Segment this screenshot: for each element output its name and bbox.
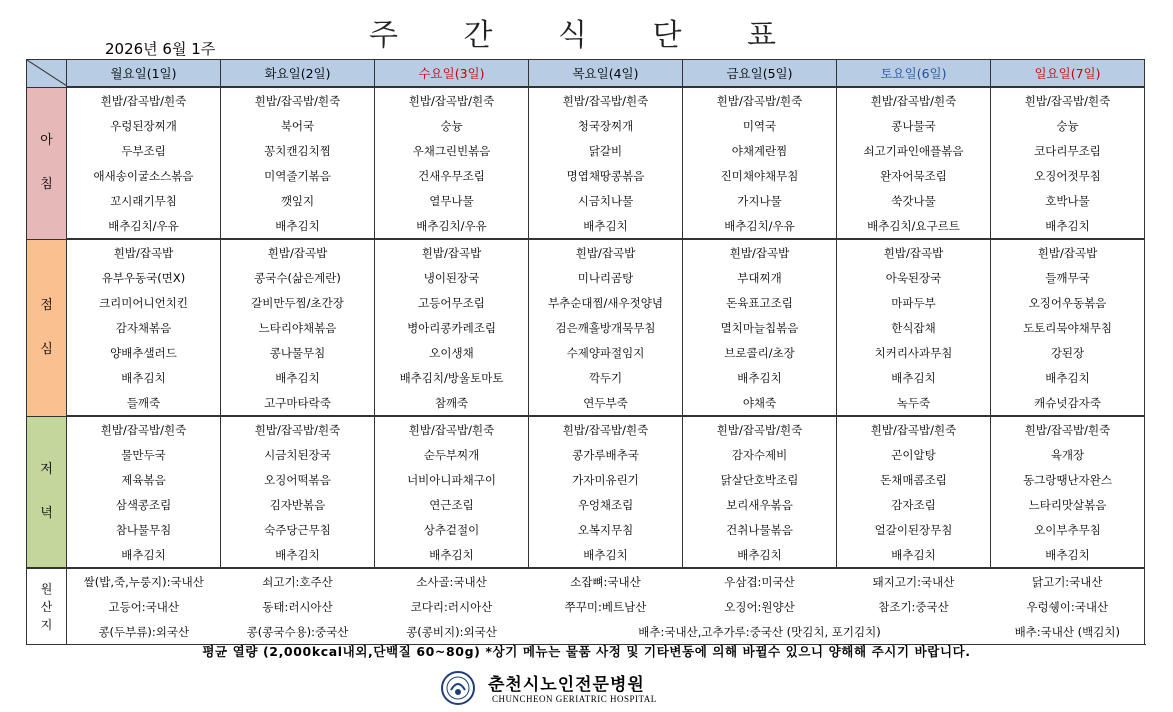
- menu-item: 명엽채땅콩볶음: [529, 163, 683, 188]
- breakfast-row: [27, 113, 1145, 138]
- origin-item: 오징어:원양산: [724, 599, 795, 614]
- menu-item: 흰밥/잡곡밥/흰죽: [837, 87, 991, 113]
- menu-item: 시금치나물: [529, 188, 683, 213]
- menu-item: 흰밥/잡곡밥: [375, 239, 529, 265]
- menu-item: 한식잡채: [837, 315, 991, 340]
- menu-item: 아욱된장국: [837, 265, 991, 290]
- menu-item: 콩국수(삶은계란): [221, 265, 375, 290]
- menu-item: 흰밥/잡곡밥: [67, 239, 221, 265]
- origin-label: [27, 568, 67, 645]
- menu-item: 김자반볶음: [221, 492, 375, 517]
- menu-item: 배추김치/우유: [67, 213, 221, 239]
- menu-item: 가자미유린기: [529, 467, 683, 492]
- menu-item: 호박나물: [991, 188, 1145, 213]
- menu-item: 마파두부: [837, 290, 991, 315]
- lunch-row: [27, 390, 1145, 416]
- origin-item: 참조기:중국산: [878, 599, 949, 614]
- dinner-row: [27, 517, 1145, 542]
- menu-item: 야채계란찜: [683, 138, 837, 163]
- menu-item: 참깨죽: [375, 390, 529, 416]
- menu-item: 야채죽: [683, 390, 837, 416]
- origin-item: 고등어:국내산: [108, 599, 180, 614]
- menu-item: 숙주당근무침: [221, 517, 375, 542]
- menu-item: 배추김치: [991, 365, 1145, 390]
- menu-item: 배추김치: [529, 542, 683, 568]
- breakfast-label-char: 침: [40, 177, 53, 192]
- menu-item: 미나리곰탕: [529, 265, 683, 290]
- menu-item: 돈육표고조림: [683, 290, 837, 315]
- menu-item: 캐슈넛감자죽: [991, 390, 1145, 416]
- menu-item: 흰밥/잡곡밥/흰죽: [67, 87, 221, 113]
- menu-item: 숭늉: [375, 113, 529, 138]
- origin-row: [27, 594, 1145, 619]
- dinner-row: [27, 542, 1145, 568]
- menu-item: 흰밥/잡곡밥: [991, 239, 1145, 265]
- origin-item: 소사골:국내산: [375, 568, 529, 594]
- menu-item: 브로콜리/초장: [683, 340, 837, 365]
- menu-item: 흰밥/잡곡밥/흰죽: [683, 87, 837, 113]
- menu-item: 고등어무조림: [375, 290, 529, 315]
- menu-item: 감자수제비: [683, 442, 837, 467]
- lunch-label-char: 점: [40, 297, 53, 313]
- menu-item: 육개장: [991, 442, 1145, 467]
- menu-item: 배추김치/요구르트: [837, 213, 991, 239]
- menu-item: 배추김치: [683, 542, 837, 568]
- menu-item: 얼갈이된장무침: [837, 517, 991, 542]
- menu-item: 연두부죽: [529, 390, 683, 416]
- menu-item: 쇠고기파인애플볶음: [837, 138, 991, 163]
- menu-item: 부추순대찜/새우젓양념: [529, 290, 683, 315]
- menu-item: 완자어묵조림: [837, 163, 991, 188]
- menu-item: 감자조림: [837, 492, 991, 517]
- origin-item: 쭈꾸미:베트남산: [564, 599, 647, 614]
- menu-item: 건새우무조림: [375, 163, 529, 188]
- lunch-row: [27, 239, 1145, 265]
- origin-label-char: 산: [40, 599, 53, 614]
- menu-item: 우렁된장찌개: [67, 113, 221, 138]
- hospital-logo-icon: [440, 670, 476, 706]
- menu-item: 배추김치: [683, 365, 837, 390]
- menu-item: 오징어우동볶음: [991, 290, 1145, 315]
- menu-item: 열무나물: [375, 188, 529, 213]
- menu-item: 배추김치/방울토마토: [375, 365, 529, 390]
- menu-item: 미역줄기볶음: [221, 163, 375, 188]
- menu-item: 쑥갓나물: [837, 188, 991, 213]
- lunch-row: [27, 265, 1145, 290]
- menu-item: 제육볶음: [67, 467, 221, 492]
- footer-note: 평균 열량 (2,000kcal내외,단백질 60~80g) *상기 메뉴는 물품 사정 및 기타변동에 의해 바뀔수 있으니 양해해 주시기 바랍니다.: [202, 644, 971, 659]
- day-header-wed: 수요일(3일): [375, 60, 529, 88]
- origin-item: 쇠고기:호주산: [221, 568, 375, 594]
- lunch-label-char: 심: [40, 341, 53, 357]
- menu-item: 꽁치캔김치찜: [221, 138, 375, 163]
- menu-item: 북어국: [221, 113, 375, 138]
- menu-item: 콩나물무침: [221, 340, 375, 365]
- menu-item: 수제양파절임지: [529, 340, 683, 365]
- corner-cell: [27, 60, 67, 88]
- menu-item: 양배추샐러드: [67, 340, 221, 365]
- menu-item: 흰밥/잡곡밥/흰죽: [375, 87, 529, 113]
- menu-item: 곤이알탕: [837, 442, 991, 467]
- menu-item: 꼬시래기무침: [67, 188, 221, 213]
- menu-item: 물만두국: [67, 442, 221, 467]
- menu-item: 부대찌개: [683, 265, 837, 290]
- menu-item: 미역국: [683, 113, 837, 138]
- breakfast-row: [27, 213, 1145, 239]
- dinner-label-char: 저: [40, 461, 53, 477]
- menu-item: 냉이된장국: [375, 265, 529, 290]
- menu-item: 검은깨흘방개묵무침: [529, 315, 683, 340]
- menu-item: 연근조림: [375, 492, 529, 517]
- breakfast-label: [27, 87, 67, 239]
- menu-item: 진미채야채무침: [683, 163, 837, 188]
- breakfast-row: [27, 87, 1145, 113]
- menu-item: 배추김치: [221, 365, 375, 390]
- origin-item: 콩(콩비지):외국산: [375, 619, 529, 645]
- menu-item: 치커리사과무침: [837, 340, 991, 365]
- origin-item: 동태:러시아산: [262, 599, 333, 614]
- day-header-tue: 화요일(2일): [221, 60, 375, 88]
- menu-item: 흰밥/잡곡밥/흰죽: [991, 416, 1145, 442]
- menu-item: 배추김치/우유: [683, 213, 837, 239]
- menu-item: 유부우동국(면X): [67, 265, 221, 290]
- day-header-fri: 금요일(5일): [683, 60, 837, 88]
- day-header-row: [27, 60, 1145, 88]
- menu-item: 배추김치: [67, 365, 221, 390]
- menu-item: 동그랑땡난자완스: [991, 467, 1145, 492]
- menu-item: 배추김치: [837, 365, 991, 390]
- menu-item: 멸치마늘칩볶음: [683, 315, 837, 340]
- origin-item: 우삼겹:미국산: [683, 568, 837, 594]
- dinner-label: [27, 416, 67, 568]
- menu-item: 애새송이굴소스볶음: [67, 163, 221, 188]
- lunch-row: [27, 315, 1145, 340]
- day-header-mon: 월요일(1일): [67, 60, 221, 88]
- origin-item: 콩(두부류):외국산: [67, 619, 221, 645]
- origin-item: 닭고기:국내산: [991, 568, 1145, 594]
- hospital-name-en: CHUNCHEON GERIATRIC HOSPITAL: [492, 694, 657, 704]
- menu-item: 코다리무조림: [991, 138, 1145, 163]
- menu-item: 흰밥/잡곡밥/흰죽: [221, 416, 375, 442]
- menu-item: 돈채매콤조림: [837, 467, 991, 492]
- origin-item: 우렁쉥이:국내산: [991, 594, 1145, 619]
- menu-item: 오이부추무침: [991, 517, 1145, 542]
- menu-item: 배추김치/우유: [375, 213, 529, 239]
- origin-item: 소잡뼈:국내산: [529, 568, 683, 594]
- menu-item: 갈비만두찜/초간장: [221, 290, 375, 315]
- menu-item: 건취나물볶음: [683, 517, 837, 542]
- menu-item: 두부조림: [67, 138, 221, 163]
- breakfast-label-char: 아: [40, 133, 53, 148]
- menu-item: 우채그린빈볶음: [375, 138, 529, 163]
- menu-item: 크리미어니언치킨: [67, 290, 221, 315]
- origin-item: 배추:국내산 (백김치): [991, 619, 1145, 645]
- menu-item: 깍두기: [529, 365, 683, 390]
- menu-item: 닭갈비: [529, 138, 683, 163]
- dinner-row: [27, 416, 1145, 442]
- lunch-row: [27, 365, 1145, 390]
- menu-item: 배추김치: [221, 542, 375, 568]
- page-title: 주 간 식 단 표: [368, 18, 805, 53]
- day-header-thu: 목요일(4일): [529, 60, 683, 88]
- menu-item: 우엉채조림: [529, 492, 683, 517]
- origin-label-char: 지: [40, 617, 53, 632]
- menu-item: 흰밥/잡곡밥/흰죽: [375, 416, 529, 442]
- weekly-menu-table: [26, 59, 1145, 645]
- menu-item: 콩나물국: [837, 113, 991, 138]
- menu-item: 흰밥/잡곡밥/흰죽: [529, 416, 683, 442]
- menu-item: 흰밥/잡곡밥: [221, 239, 375, 265]
- menu-item: 녹두죽: [837, 390, 991, 416]
- day-header-sat: 토요일(6일): [837, 60, 991, 88]
- origin-item: 쌀(밥,죽,누룽지):국내산: [67, 568, 221, 594]
- menu-item: 느타리야채볶음: [221, 315, 375, 340]
- menu-item: 들깨죽: [67, 390, 221, 416]
- week-label: 2026년 6월 1주: [105, 40, 216, 58]
- menu-item: 청국장찌개: [529, 113, 683, 138]
- diagonal-line-icon: [27, 60, 67, 86]
- menu-item: 병아리콩카레조림: [375, 315, 529, 340]
- menu-item: 흰밥/잡곡밥/흰죽: [529, 87, 683, 113]
- menu-item: 배추김치: [221, 213, 375, 239]
- menu-item: 가지나물: [683, 188, 837, 213]
- menu-item: 배추김치: [67, 542, 221, 568]
- menu-item: 흰밥/잡곡밥: [683, 239, 837, 265]
- menu-item: 너비아니파채구이: [375, 467, 529, 492]
- menu-item: 오이생채: [375, 340, 529, 365]
- menu-item: 배추김치: [375, 542, 529, 568]
- menu-item: 오징어젓무침: [991, 163, 1145, 188]
- lunch-label: [27, 239, 67, 416]
- origin-item: 코다리:러시아산: [410, 599, 493, 614]
- menu-item: 보리새우볶음: [683, 492, 837, 517]
- menu-item: 배추김치: [529, 213, 683, 239]
- menu-item: 삼색콩조림: [67, 492, 221, 517]
- dinner-row: [27, 467, 1145, 492]
- dinner-label-char: 녁: [40, 505, 53, 521]
- menu-item: 강된장: [991, 340, 1145, 365]
- hospital-name-ko: 춘천시노인전문병원: [488, 675, 645, 695]
- menu-item: 배추김치: [991, 542, 1145, 568]
- menu-item: 시금치된장국: [221, 442, 375, 467]
- menu-item: 흰밥/잡곡밥: [529, 239, 683, 265]
- menu-item: 닭살단호박조림: [683, 467, 837, 492]
- menu-item: 숭늉: [991, 113, 1145, 138]
- menu-item: 흰밥/잡곡밥: [837, 239, 991, 265]
- menu-item: 흰밥/잡곡밥/흰죽: [837, 416, 991, 442]
- origin-label-char: 원: [40, 581, 53, 596]
- menu-item: 배추김치: [991, 213, 1145, 239]
- menu-item: 배추김치: [837, 542, 991, 568]
- menu-item: 고구마타락죽: [221, 390, 375, 416]
- menu-item: 흰밥/잡곡밥/흰죽: [683, 416, 837, 442]
- origin-row: [27, 568, 1145, 594]
- origin-item: 콩(콩국수용):중국산: [221, 619, 375, 645]
- origin-item: 돼지고기:국내산: [837, 568, 991, 594]
- menu-item: 상추겉절이: [375, 517, 529, 542]
- menu-item: 깻잎지: [221, 188, 375, 213]
- menu-body: [27, 87, 1145, 645]
- menu-item: 순두부찌개: [375, 442, 529, 467]
- menu-item: 흰밥/잡곡밥/흰죽: [991, 87, 1145, 113]
- menu-item: 오징어떡볶음: [221, 467, 375, 492]
- menu-item: 오복지무침: [529, 517, 683, 542]
- breakfast-row: [27, 163, 1145, 188]
- menu-item: 흰밥/잡곡밥/흰죽: [67, 416, 221, 442]
- origin-item: 배추:국내산,고추가루:중국산 (맛김치, 포기김치): [529, 619, 991, 645]
- menu-item: 감자채볶음: [67, 315, 221, 340]
- menu-item: 도토리묵야채무침: [991, 315, 1145, 340]
- lunch-row: [27, 340, 1145, 365]
- dinner-row: [27, 492, 1145, 517]
- menu-item: 흰밥/잡곡밥/흰죽: [221, 87, 375, 113]
- menu-item: 콩가루배추국: [529, 442, 683, 467]
- menu-item: 들깨무국: [991, 265, 1145, 290]
- menu-item: 참나물무침: [67, 517, 221, 542]
- breakfast-row: [27, 188, 1145, 213]
- menu-item: 느타리맛살볶음: [991, 492, 1145, 517]
- day-header-sun: 일요일(7일): [991, 60, 1145, 88]
- breakfast-row: [27, 138, 1145, 163]
- lunch-row: [27, 290, 1145, 315]
- origin-row: [27, 619, 1145, 645]
- dinner-row: [27, 442, 1145, 467]
